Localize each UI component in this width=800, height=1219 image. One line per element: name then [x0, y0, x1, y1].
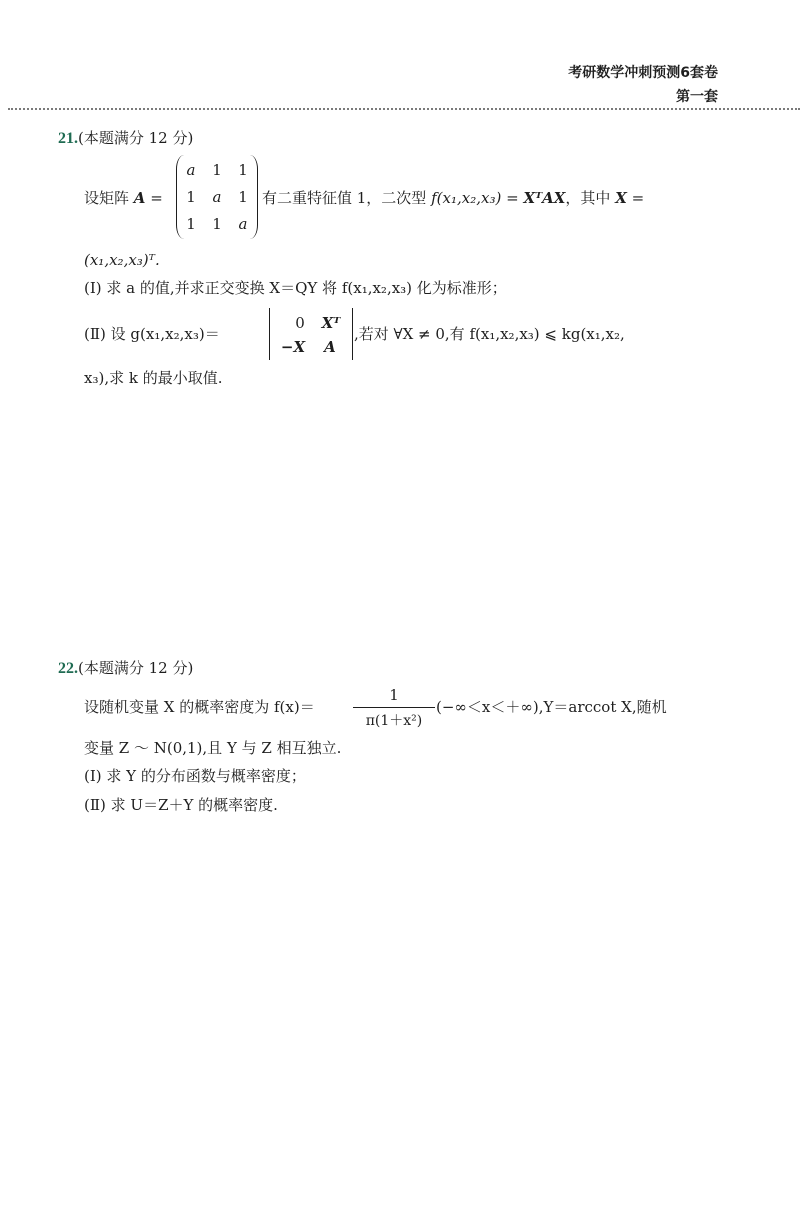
q21-vector: (x₁,x₂,x₃)ᵀ. — [84, 251, 160, 269]
q21-part1: (Ⅰ) 求 a 的值,并求正交变换 X＝QY 将 f(x₁,x₂,x₃) 化为标准形； — [84, 279, 507, 297]
det-cell: A — [324, 338, 336, 356]
matrix-cell: a — [212, 188, 222, 206]
q21-eq: = — [150, 189, 163, 207]
q21-intro-suffix — [262, 188, 644, 208]
fraction-numerator: 1 — [389, 686, 399, 704]
det-cell: Xᵀ — [321, 314, 341, 332]
q22-line1-suffix: (−∞＜x＜＋∞),Y＝arccot X,随机 — [436, 698, 667, 716]
det-cell: 0 — [295, 314, 305, 332]
fraction-denominator: π(1＋x²) — [365, 713, 423, 729]
header-title: 考研数学冲刺预测6套卷 — [568, 65, 718, 81]
q22-heading — [58, 658, 193, 679]
header-divider — [8, 108, 800, 110]
q22-line1-prefix: 设随机变量 X 的概率密度为 f(x)＝ — [84, 698, 315, 716]
q21-intro-mid: 有二重特征值 1，二次型 — [262, 189, 427, 207]
q21-where: ，其中 — [565, 189, 611, 207]
q21-points: (本题满分 12 分) — [78, 129, 194, 147]
q21-eq2: = — [506, 189, 519, 207]
q21-part2-end: x₃),求 k 的最小取值. — [84, 369, 223, 387]
matrix-cell: 1 — [186, 215, 196, 233]
matrix-cell: 1 — [238, 161, 248, 179]
q21-f-expr: f(x₁,x₂,x₃) — [431, 189, 502, 207]
q22-number: 22. — [58, 660, 78, 677]
matrix-cell: a — [238, 215, 248, 233]
q22-part1: (Ⅰ) 求 Y 的分布函数与概率密度； — [84, 767, 306, 785]
q21-determinant — [269, 308, 353, 360]
q21-intro-prefix — [84, 188, 163, 208]
q21-quadratic: XᵀAX — [523, 189, 566, 207]
q21-matrix — [176, 155, 258, 239]
matrix-cell: 1 — [212, 161, 222, 179]
fraction-bar — [353, 707, 435, 708]
q22-line2: 变量 Z ～ N(0,1),且 Y 与 Z 相互独立. — [84, 739, 342, 757]
q22-part2: (Ⅱ) 求 U＝Z＋Y 的概率密度. — [84, 796, 278, 814]
det-cell: −X — [280, 338, 306, 356]
matrix-cell: 1 — [186, 188, 196, 206]
header-subtitle: 第一套 — [676, 89, 718, 105]
q21-intro-text: 设矩阵 — [84, 189, 130, 207]
q21-part2-prefix: (Ⅱ) 设 g(x₁,x₂,x₃)＝ — [84, 325, 220, 343]
matrix-cell: 1 — [212, 215, 222, 233]
q22-fraction — [353, 686, 435, 730]
q21-part2-suffix: ,若对 ∀X ≠ 0,有 f(x₁,x₂,x₃) ⩽ kg(x₁,x₂, — [354, 325, 625, 343]
q21-number: 21. — [58, 130, 78, 147]
q21-x-var: X — [615, 189, 627, 207]
q21-eq3: = — [631, 189, 645, 207]
q21-heading — [58, 128, 193, 149]
matrix-cell: 1 — [238, 188, 248, 206]
q21-matrix-name: A — [133, 189, 146, 207]
q22-points: (本题满分 12 分) — [78, 659, 194, 677]
matrix-cell: a — [186, 161, 196, 179]
